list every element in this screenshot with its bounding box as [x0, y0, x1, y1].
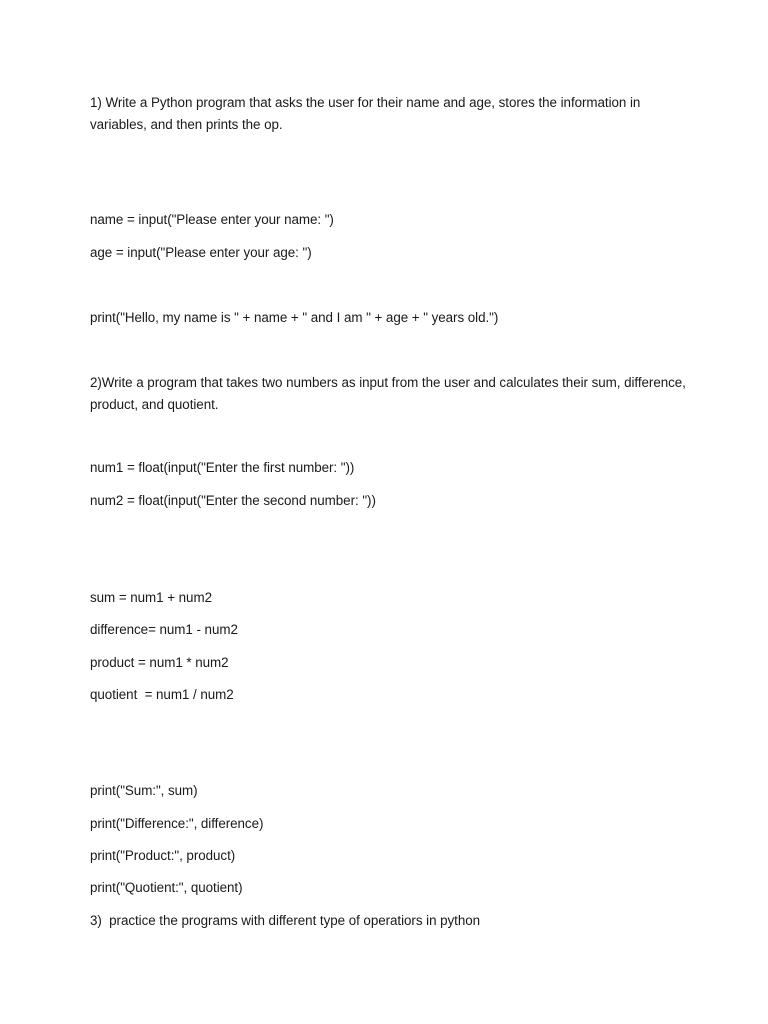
code-line-quotient: quotient = num1 / num2: [90, 687, 234, 702]
code-line-print-quotient: print("Quotient:", quotient): [90, 880, 243, 895]
code-line-difference: difference= num1 - num2: [90, 622, 238, 637]
code-line-num2-input: num2 = float(input("Enter the second number: ")): [90, 493, 376, 508]
question-2-prompt: 2)Write a program that takes two numbers as input from the user and calculates their sum, difference, product, and quotient.: [90, 375, 686, 412]
code-line-print-product: print("Product:", product): [90, 848, 236, 863]
code-line-print-sum: print("Sum:", sum): [90, 783, 198, 798]
code-line-print-difference: print("Difference:", difference): [90, 816, 264, 831]
code-line-print-greeting: print("Hello, my name is " + name + " and I am " + age + " years old."): [90, 310, 499, 325]
code-line-sum: sum = num1 + num2: [90, 590, 212, 605]
code-line-name-input: name = input("Please enter your name: "): [90, 212, 334, 227]
question-1-prompt: 1) Write a Python program that asks the user for their name and age, stores the information in variables, and then prints the op.: [90, 95, 641, 132]
code-line-num1-input: num1 = float(input("Enter the first number: ")): [90, 460, 355, 475]
code-line-age-input: age = input("Please enter your age: "): [90, 245, 312, 260]
code-line-product: product = num1 * num2: [90, 655, 229, 670]
question-3-prompt: 3) practice the programs with different type of operatiors in python: [90, 913, 481, 928]
